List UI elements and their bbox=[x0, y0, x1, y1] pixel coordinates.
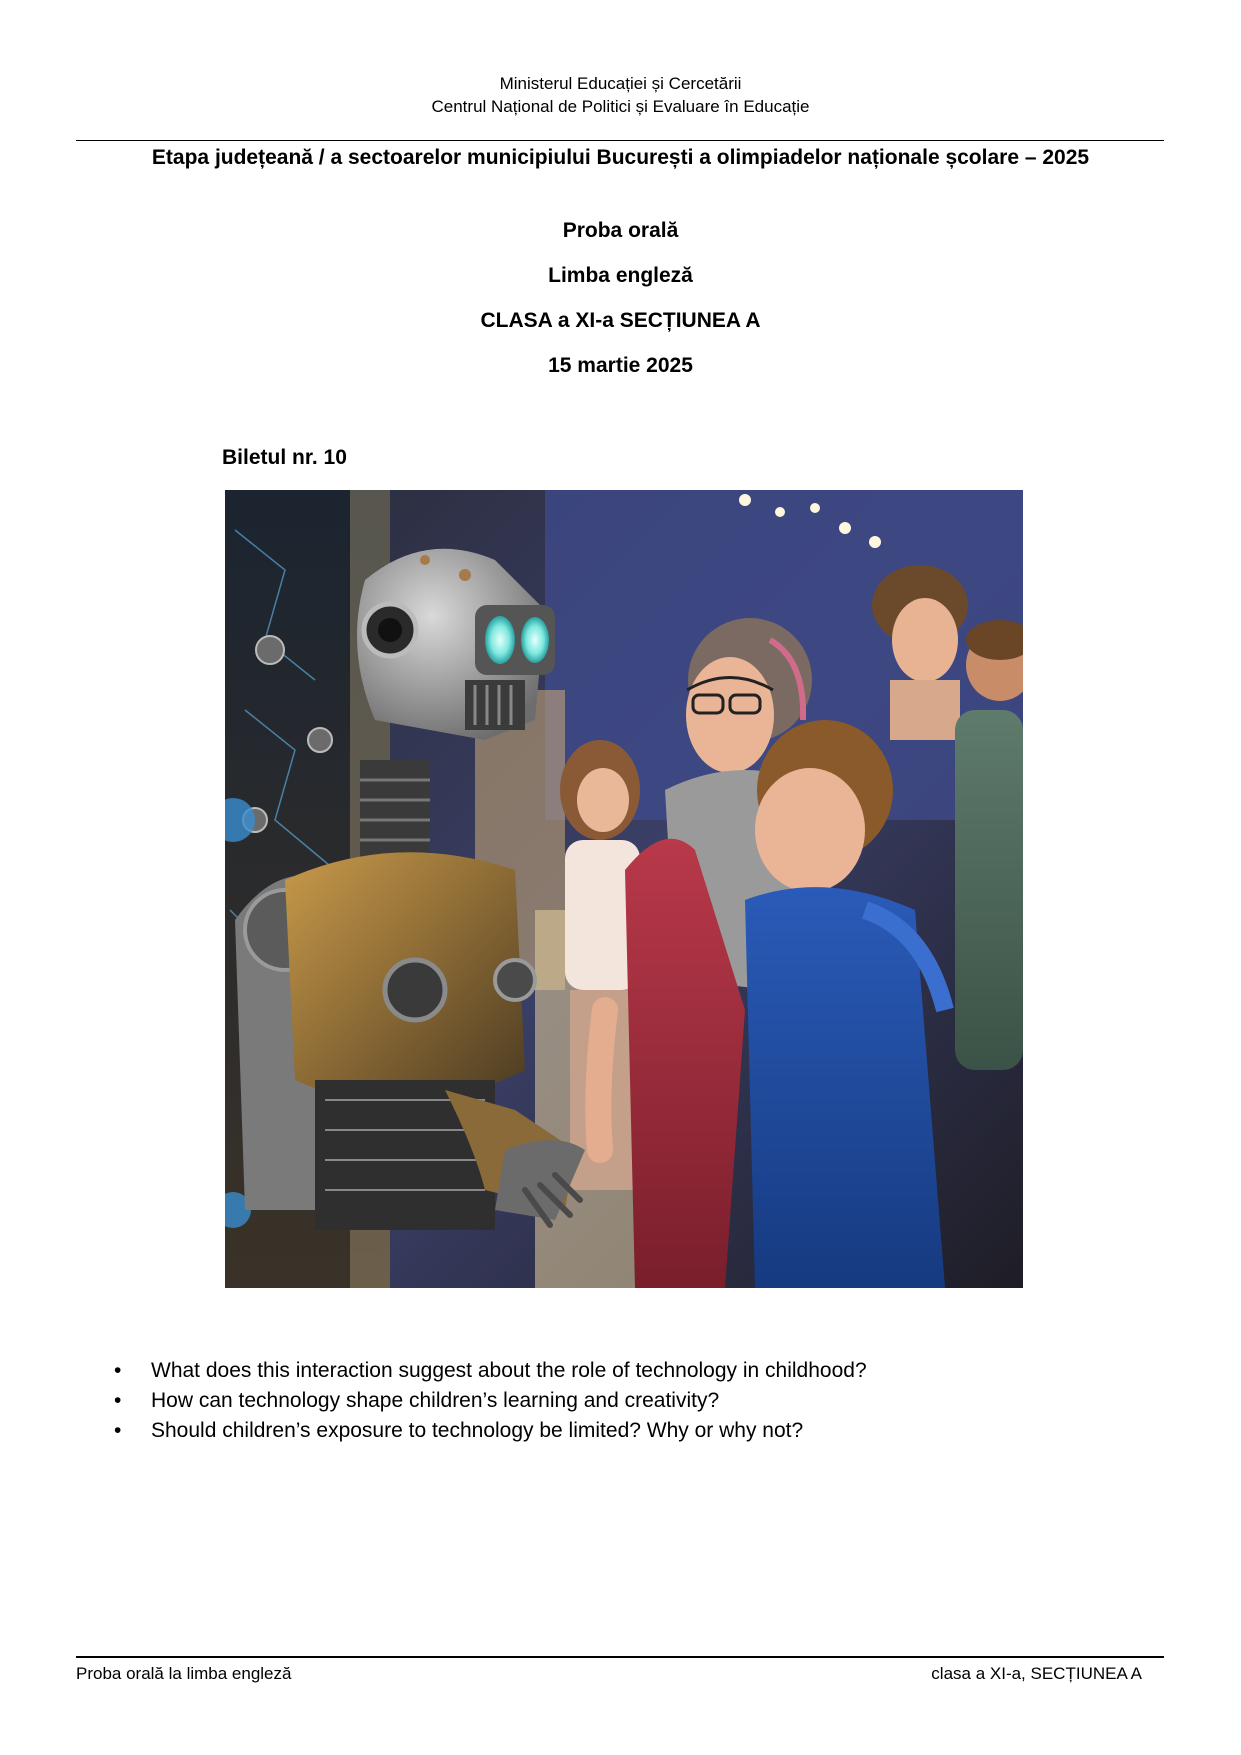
question-item bbox=[110, 1416, 867, 1446]
footer-exam-label: Proba orală la limba engleză bbox=[76, 1664, 292, 1683]
header-divider bbox=[76, 140, 1164, 141]
question-item bbox=[110, 1386, 867, 1416]
exam-date: 15 martie 2025 bbox=[548, 354, 693, 377]
robot-museum-photo bbox=[225, 490, 1023, 1288]
ministry-name: Ministerul Educației și Cercetării bbox=[499, 74, 742, 93]
exam-type: Proba orală bbox=[562, 219, 679, 242]
discussion-questions bbox=[110, 1356, 867, 1446]
competition-stage: Etapa județeană / a sectoarelor municipiului București a olimpiadelor naționale școlare – 2025 bbox=[151, 146, 1090, 169]
bullet-icon: • bbox=[114, 1389, 122, 1412]
question-text: Should children’s exposure to technology be limited? Why or why not? bbox=[151, 1419, 804, 1442]
footer-grade-label: clasa a XI-a, SECȚIUNEA A bbox=[931, 1664, 1142, 1683]
question-text: How can technology shape children’s learning and creativity? bbox=[151, 1389, 720, 1412]
bullet-icon: • bbox=[114, 1359, 122, 1382]
center-name: Centrul Național de Politici și Evaluare în Educație bbox=[431, 97, 810, 116]
exam-grade: CLASA a XI-a SECȚIUNEA A bbox=[480, 309, 761, 332]
ticket-number: Biletul nr. 10 bbox=[222, 446, 347, 469]
footer-divider bbox=[76, 1656, 1164, 1658]
exam-subject: Limba engleză bbox=[548, 264, 693, 287]
question-item bbox=[110, 1356, 867, 1386]
bullet-icon: • bbox=[114, 1419, 122, 1442]
question-text: What does this interaction suggest about the role of technology in childhood? bbox=[151, 1359, 867, 1382]
